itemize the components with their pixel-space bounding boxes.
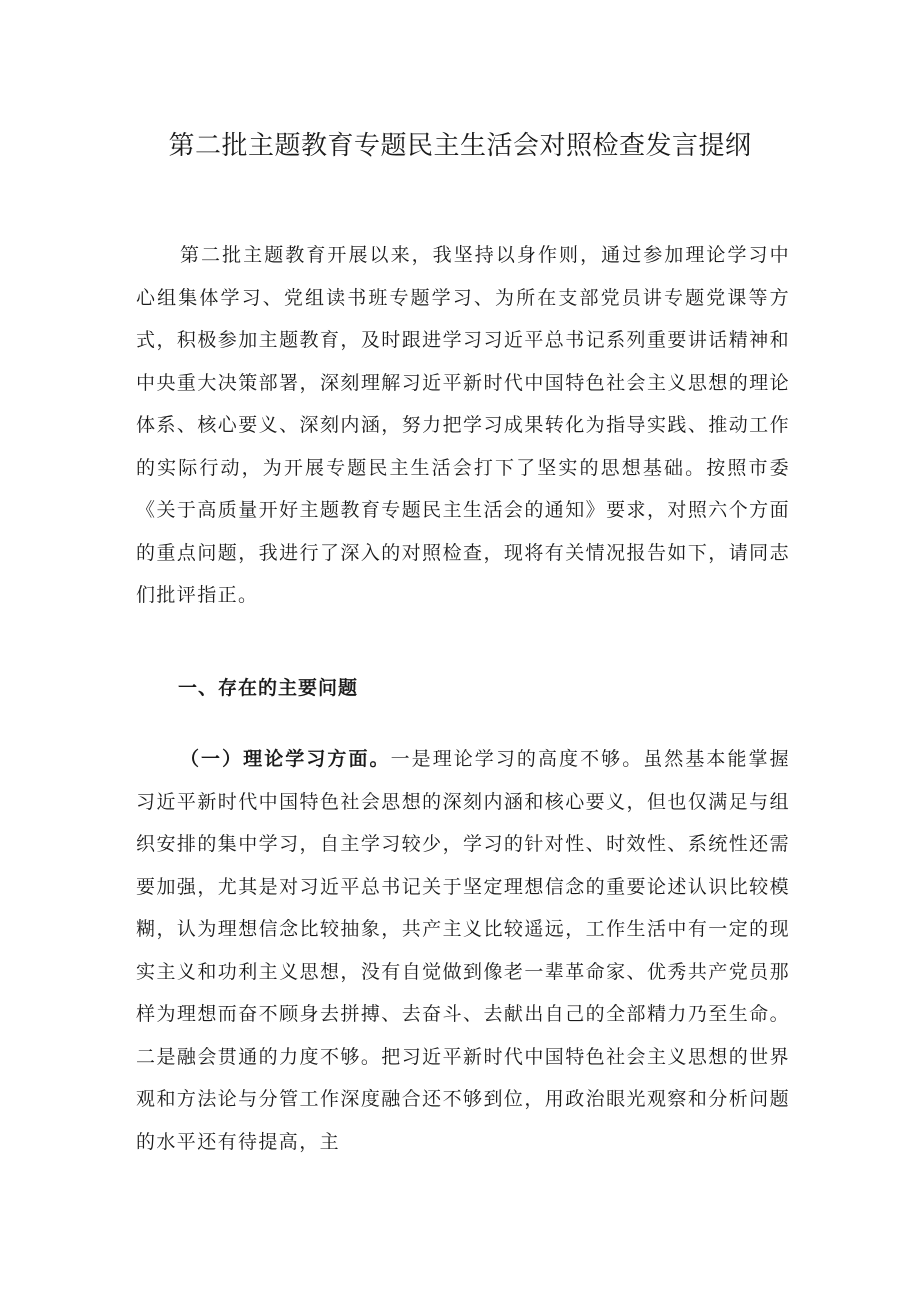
intro-paragraph: 第二批主题教育开展以来，我坚持以身作则，通过参加理论学习中心组集体学习、党组读书班专题学习、为所在支部党员讲专题党课等方式，积极参加主题教育，及时跟进学习习近平总书记系列重要讲话精神和中央重大决策部署，深刻理解习近平新时代中国特色社会主义思想的理论体系、核心要义、深刻内涵，努力把学习成果转化为指导实践、推动工作的实际行动，为开展专题民主生活会打下了坚实的思想基础。按照市委《关于高质量开好主题教育专题民主生活会的通知》要求，对照六个方面的重点问题，我进行了深入的对照检查，现将有关情况报告如下，请同志们批评指正。 xyxy=(136,244,790,606)
section-heading: 一、存在的主要问题 xyxy=(178,677,359,699)
subsection-lead: （一）理论学习方面。 xyxy=(180,748,391,770)
subsection-text: 一是理论学习的高度不够。虽然基本能掌握习近平新时代中国特色社会思想的深刻内涵和核心要义，但也仅满足与组织安排的集中学习，自主学习较少，学习的针对性、时效性、系统性还需要加强，尤其是对习近平总书记关于坚定理想信念的重要论述认识比较模糊，认为理想信念比较抽象，共产主义比较遥远，工作生活中有一定的现实主义和功利主义思想，没有自觉做到像老一辈革命家、优秀共产党员那样为理想而奋不顾身去拼搏、去奋斗、去献出自己的全部精力乃至生命。二是融会贯通的力度不够。把习近平新时代中国特色社会主义思想的世界观和方法论与分管工作深度融合还不够到位，用政治眼光观察和分析问题的水平还有待提高，主 xyxy=(136,748,790,1153)
document-title: 第二批主题教育专题民主生活会对照检查发言提纲 xyxy=(168,131,752,161)
subsection-paragraph xyxy=(136,738,790,1163)
